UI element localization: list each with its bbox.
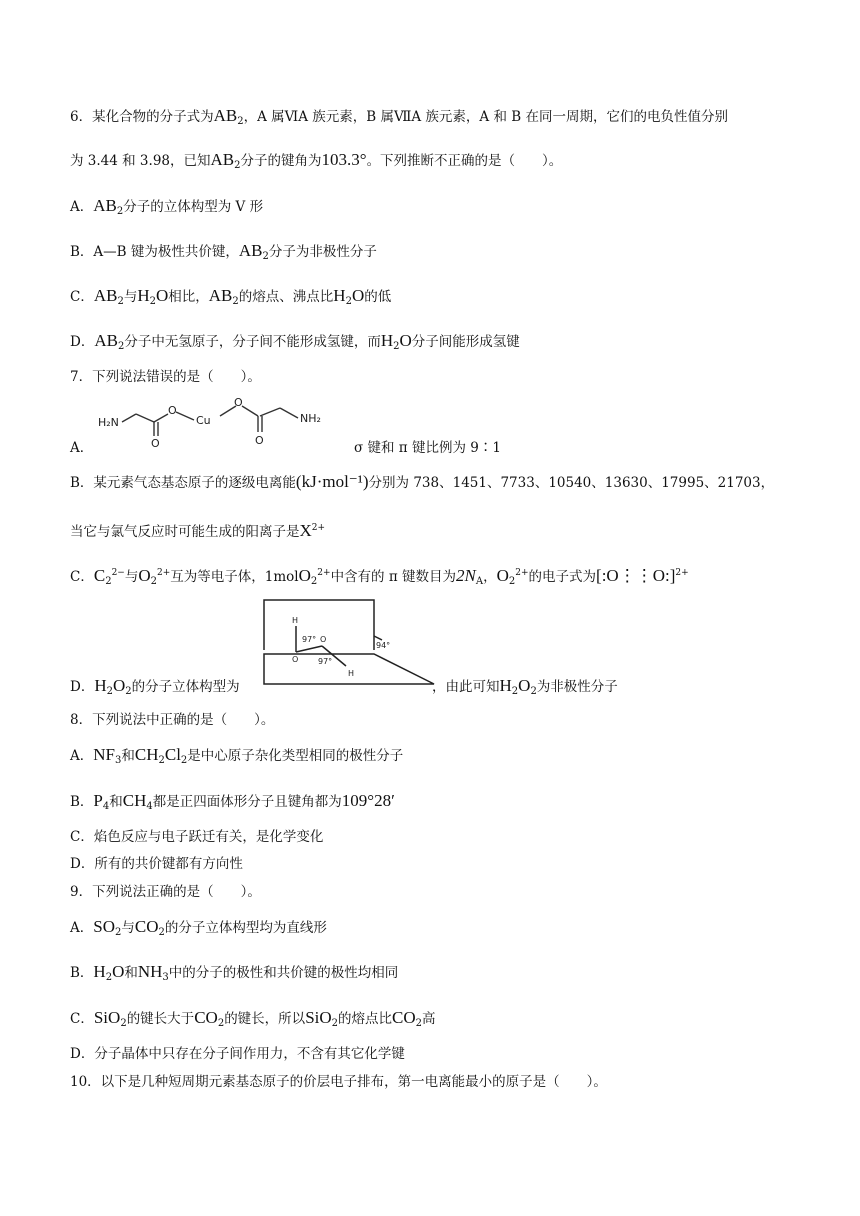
struct-label-o4: O	[255, 434, 264, 447]
fig-label-angle2: 97°	[318, 657, 333, 666]
fig-label-angle1: 97°	[302, 635, 317, 644]
q7-option-a: A． σ 键和 π 键比例为 9∶1	[70, 440, 501, 456]
q7-option-b-cont: 当它与氯气反应时可能生成的阳离子是$X^{2+}$	[70, 521, 326, 540]
q8-option-c: C．焰色反应与电子跃迁有关，是化学变化	[70, 829, 324, 845]
q6-option-a: A．$AB_2$分子的立体构型为 V 形	[70, 196, 264, 217]
fig-label-h1: H	[292, 616, 299, 625]
fig-label-o2: O	[320, 635, 327, 644]
fig-label-angle3: 94°	[376, 641, 391, 650]
struct-label-nh2: NH₂	[300, 412, 321, 425]
q6-option-d: D．$AB_2$分子中无氢原子，分子间不能形成氢键，而$H_2O$分子间能形成氢键	[70, 331, 520, 352]
q7-option-b: B．某元素气态基态原子的逐级电离能(kJ·mol⁻¹)分别为 738、1451、7733、10540、13630、17995、21703，	[70, 472, 775, 491]
q9-option-d: D．分子晶体中只存在分子间作用力，不含有其它化学键	[70, 1046, 405, 1062]
q6-option-c: C．$AB_2$与$H_2O$相比，$AB_2$的熔点、沸点比$H_2O$的低	[70, 286, 392, 307]
q8-stem: 8．下列说法中正确的是（ ）。	[70, 712, 275, 728]
q9-option-b: B．$H_2O$和$NH_3$中的分子的极性和共价键的极性均相同	[70, 962, 399, 983]
fig-label-o1: O	[292, 655, 299, 664]
bond-angle: 103.3°	[321, 150, 367, 169]
q6-stem-line1: 6．某化合物的分子式为$AB_2$，A 属ⅥA 族元素，B 属ⅦA 族元素，A 和 B 在同一周期，它们的电负性值分别	[70, 106, 728, 127]
q7-stem: 7．下列说法错误的是（ ）。	[70, 369, 261, 385]
q6-stem-text: 6．某化合物的分子式为	[70, 109, 214, 125]
q6-option-b: B．A—B 键为极性共价键，$AB_2$分子为非极性分子	[70, 241, 377, 262]
formula-ab2: AB	[213, 106, 238, 125]
struct-label-o3: O	[151, 437, 160, 450]
q10-stem: 10．以下是几种短周期元素基态原子的价层电子排布，第一电离能最小的原子是（ ）。	[70, 1074, 607, 1090]
q8-option-b: B．$P_4$和$CH_4$都是正四面体形分子且键角都为109°28′	[70, 791, 395, 812]
q7-option-c: C．$C_2^{2-}$与$O_2^{2+}$互为等电子体，1molO$_2^{2+}$中含有的 π 键数目为$2N_A$，$O_2^{2+}$的电子式为[:O⋮⋮O:]$^{2+}$	[70, 566, 689, 587]
struct-label-h2n: H₂N	[98, 416, 119, 429]
q8-option-a: A．$NF_3$和$CH_2Cl_2$是中心原子杂化类型相同的极性分子	[70, 745, 404, 766]
q8-option-d: D．所有的共价键都有方向性	[70, 856, 243, 872]
q6-stem-line2: 为 3.44 和 3.98，已知$AB_2$分子的键角为103.3°。下列推断不正确的是（ ）。	[70, 150, 563, 171]
struct-label-o2: O	[234, 396, 243, 409]
q9-stem: 9．下列说法正确的是（ ）。	[70, 884, 261, 900]
fig-label-h2: H	[348, 669, 355, 678]
struct-label-cu: Cu	[196, 414, 211, 427]
struct-label-o1: O	[168, 404, 177, 417]
q9-option-c: C．SiO$_2$的键长大于$CO_2$的键长，所以SiO$_2$的熔点比$CO_2$高	[70, 1008, 436, 1029]
q7-option-d: D．$H_2O_2$的分子立体构型为 ，由此可知$H_2O_2$为非极性分子	[70, 676, 820, 702]
q7-option-d-end: ，由此可知$H_2O_2$为非极性分子	[432, 676, 618, 697]
q9-option-a: A．$SO_2$与$CO_2$的分子立体构型均为直线形	[70, 917, 327, 938]
